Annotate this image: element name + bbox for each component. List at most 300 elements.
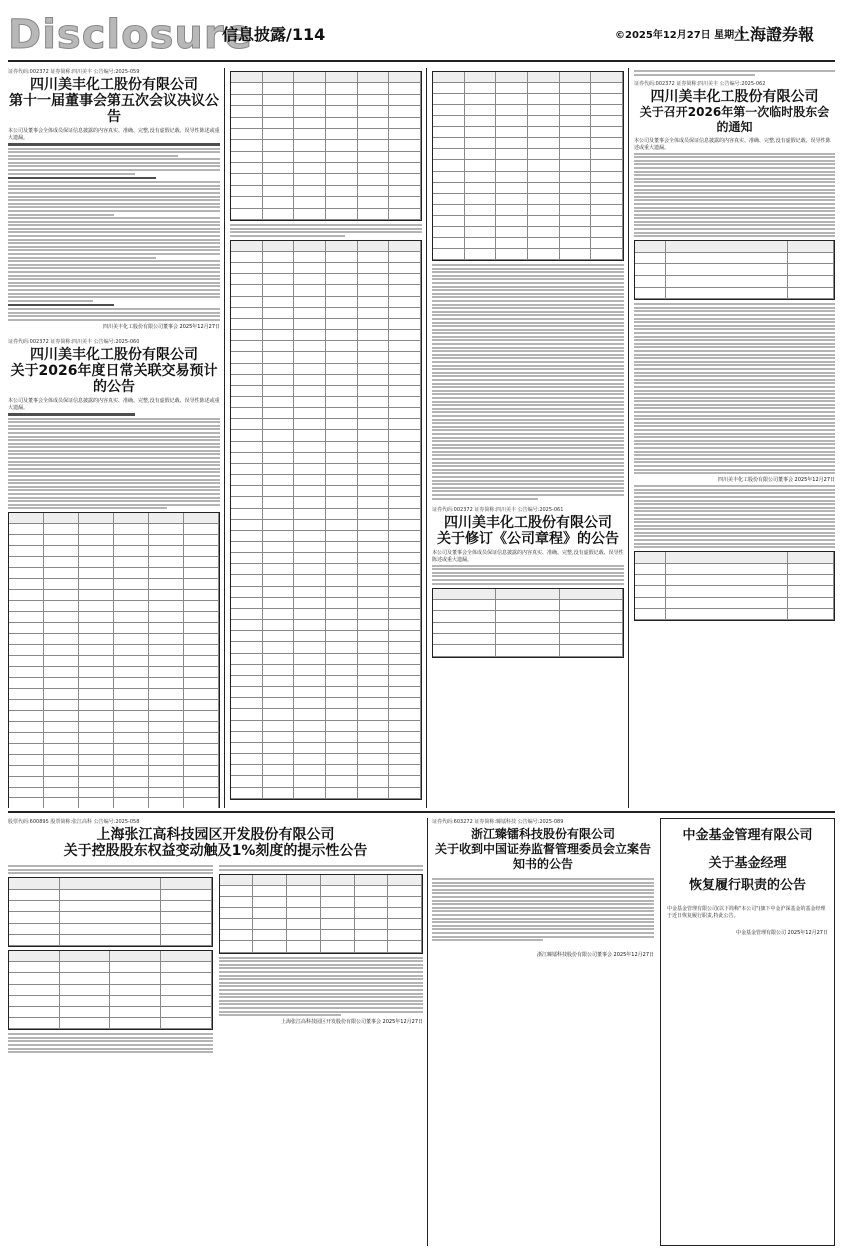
table-cell [294,241,326,252]
table-cell [231,654,263,665]
table-cell [294,174,326,185]
announcement-meta: 证券代码:002372 证券简称:四川美丰 公告编号:2025-060 [8,339,140,346]
table-cell [326,531,358,542]
table-cell [358,721,390,732]
table-cell [9,513,44,524]
table-cell [635,253,666,265]
table-cell [465,183,497,194]
table-cell [496,623,559,634]
table-cell [231,642,263,653]
table-cell [263,274,295,285]
table-cell [231,419,263,430]
table-cell [358,665,390,676]
table-cell [389,241,421,252]
table-cell [666,288,788,300]
table-cell [389,665,421,676]
table-cell [635,609,666,620]
table-cell [114,777,149,788]
table-cell [263,95,295,106]
table-cell [528,249,560,260]
table-cell [433,172,465,183]
table-cell [149,722,184,733]
table-cell [9,568,44,579]
table-cell [110,1007,161,1018]
table-cell [9,634,44,645]
table-cell [326,241,358,252]
table-cell [326,654,358,665]
table-cell [496,94,528,105]
table-cell [294,721,326,732]
table-cell [9,878,60,889]
table-cell [9,678,44,689]
table-cell [44,513,79,524]
table-cell [560,72,592,83]
table-cell [161,1018,212,1029]
table-cell [389,118,421,129]
table-cell [231,341,263,352]
table-cell [114,733,149,744]
table-cell [358,575,390,586]
table-cell [231,408,263,419]
table-cell [161,901,212,912]
table-cell [496,238,528,249]
table-cell [263,442,295,453]
table-cell [358,308,390,319]
table-cell [294,252,326,263]
table-cell [149,623,184,634]
announcement-meta: 证券代码:002372 证券简称:四川美丰 公告编号:2025-061 [432,506,564,513]
announcement-title-line2: 恢复履行职责的公告 [688,878,806,893]
table-cell [326,631,358,642]
signature: 四川美丰化工股份有限公司董事会 2025年12月27日 [102,324,220,331]
announcement-title: 关于修订《公司章程》的公告 [437,530,619,547]
table-cell [149,733,184,744]
table-cell [9,557,44,568]
table-cell [149,689,184,700]
table-cell [9,601,44,612]
table-cell [389,285,421,296]
table-cell [44,788,79,799]
table-cell [149,667,184,678]
table-cell [220,886,254,897]
table-cell [358,419,390,430]
table-cell [358,698,390,709]
table-cell [388,886,422,897]
table-cell [9,951,60,962]
table-cell [263,83,295,94]
table-cell [294,186,326,197]
table-cell [44,601,79,612]
table-cell [60,878,161,889]
table-cell [788,586,834,597]
table-cell [263,375,295,386]
table-cell [528,238,560,249]
table-cell [253,941,287,952]
table-cell [79,535,114,546]
table-cell [231,788,263,799]
table-cell [149,755,184,766]
table-cell [326,665,358,676]
table-cell [560,227,592,238]
table-cell [294,698,326,709]
table-cell [231,252,263,263]
table-cell [465,127,497,138]
table-cell [231,486,263,497]
table-cell [465,249,497,260]
table-cell [184,744,219,755]
table-cell [496,611,559,622]
table-cell [294,129,326,140]
amendment-table [432,588,624,658]
proxy-table [634,551,835,621]
table-cell [44,590,79,601]
table-cell [231,464,263,475]
table-cell [60,935,161,946]
table-cell [591,238,623,249]
table-cell [326,598,358,609]
table-cell [326,72,358,83]
table-cell [389,475,421,486]
table-cell [231,197,263,208]
table-cell [358,174,390,185]
table-cell [666,586,788,597]
proposal-table [634,240,835,300]
table-cell [560,183,592,194]
table-cell [231,364,263,375]
table-cell [231,620,263,631]
table-cell [528,227,560,238]
table-cell [79,645,114,656]
table-cell [358,297,390,308]
table-cell [231,765,263,776]
table-cell [294,375,326,386]
table-cell [358,352,390,363]
table-cell [294,732,326,743]
table-cell [358,83,390,94]
table-cell [149,700,184,711]
table-cell [79,788,114,799]
table-cell [591,160,623,171]
table-cell [263,620,295,631]
table-cell [358,486,390,497]
table-cell [321,897,355,908]
announcement-title: 关于基金经理 [708,856,787,871]
table-cell [294,531,326,542]
table-cell [326,106,358,117]
body-text [8,143,220,321]
table-cell [114,557,149,568]
table-cell [79,711,114,722]
table-cell [496,127,528,138]
column-divider [224,68,225,808]
table-cell [326,341,358,352]
table-cell [79,612,114,623]
table-cell [358,509,390,520]
table-cell [433,600,496,611]
table-cell [114,568,149,579]
table-cell [110,951,161,962]
table-cell [161,924,212,935]
table-cell [326,776,358,787]
table-cell [263,486,295,497]
table-cell [263,754,295,765]
signature: 中金基金管理有限公司 2025年12月27日 [735,930,828,936]
table-cell [326,252,358,263]
table-cell [263,709,295,720]
table-cell [389,341,421,352]
table-cell [263,609,295,620]
body-text [219,865,424,871]
table-cell [149,612,184,623]
table-cell [326,274,358,285]
table-cell [149,766,184,777]
table-cell [79,766,114,777]
table-cell [388,941,422,952]
table-cell [44,678,79,689]
body-text [634,485,835,548]
table-cell [44,798,79,808]
body-text [634,153,835,238]
table-cell [184,689,219,700]
table-cell [231,631,263,642]
table-cell [355,919,389,930]
table-cell [184,678,219,689]
table-cell [9,935,60,946]
table-cell [358,285,390,296]
table-cell [44,579,79,590]
table-cell [496,105,528,116]
table-cell [358,687,390,698]
table-cell [114,535,149,546]
table-cell [184,535,219,546]
table-cell [184,557,219,568]
table-cell [231,698,263,709]
table-cell [321,919,355,930]
announcement-zhenlei [432,818,654,1246]
table-cell [528,205,560,216]
table-cell [79,601,114,612]
table-cell [220,908,254,919]
table-cell [358,520,390,531]
table-cell [433,623,496,634]
table-cell [114,579,149,590]
table-cell [231,542,263,553]
table-cell [389,419,421,430]
body-text [432,264,624,500]
table-cell [9,722,44,733]
table-cell [389,364,421,375]
table-cell [60,996,111,1007]
table-cell [389,297,421,308]
table-cell [666,609,788,620]
table-cell [591,116,623,127]
table-cell [496,172,528,183]
table-cell [231,687,263,698]
table-cell [149,744,184,755]
table-cell [184,568,219,579]
table-cell [263,364,295,375]
table-cell [79,546,114,557]
table-cell [358,642,390,653]
table-cell [231,553,263,564]
table-cell [788,241,834,253]
table-cell [79,722,114,733]
table-cell [326,352,358,363]
table-cell [358,319,390,330]
table-cell [496,138,528,149]
announcement-meta: 证券代码:603272 证券简称:臻镭科技 公告编号:2025-089 [432,819,564,825]
table-cell [294,430,326,441]
table-cell [389,319,421,330]
table-cell [263,419,295,430]
table-cell [231,665,263,676]
table-cell [79,513,114,524]
table-cell [496,160,528,171]
table-cell [184,788,219,799]
table-cell [263,263,295,274]
table-cell [294,72,326,83]
table-cell [263,453,295,464]
table-cell [358,341,390,352]
body-text [432,565,624,585]
table-cell [149,513,184,524]
table-cell [321,908,355,919]
table-cell [263,687,295,698]
table-cell [220,941,254,952]
table-cell [389,654,421,665]
table-cell [79,700,114,711]
table-cell [9,766,44,777]
table-cell [433,611,496,622]
table-cell [263,564,295,575]
table-cell [358,464,390,475]
table-cell [149,656,184,667]
table-cell [263,163,295,174]
table-cell [114,656,149,667]
table-cell [496,227,528,238]
table-cell [110,996,161,1007]
table-cell [666,564,788,575]
announcement-title: 关于2026年度日常关联交易预计的公告 [10,363,218,396]
table-cell [528,94,560,105]
table-cell [560,634,623,645]
table-cell [358,209,390,220]
table-cell [389,509,421,520]
table-cell [465,160,497,171]
table-cell [60,1018,111,1029]
table-cell [263,408,295,419]
table-cell [355,930,389,941]
table-cell [231,430,263,441]
table-cell [788,598,834,609]
table-cell [9,524,44,535]
table-cell [294,408,326,419]
table-cell [114,744,149,755]
table-cell [389,520,421,531]
table-cell [358,743,390,754]
table-cell [294,687,326,698]
table-cell [149,711,184,722]
table-cell [389,140,421,151]
table-cell [149,634,184,645]
table-cell [9,962,60,973]
table-cell [294,397,326,408]
table-cell [389,263,421,274]
table-cell [326,709,358,720]
table-cell [114,546,149,557]
table-cell [788,564,834,575]
table-cell [231,274,263,285]
brand-wordmark: Disclosure [8,12,253,58]
table-cell [355,941,389,952]
announcement-articles [432,68,624,808]
table-cell [263,106,295,117]
table-cell [389,95,421,106]
table-cell [263,654,295,665]
table-cell [9,901,60,912]
table-cell [110,985,161,996]
table-cell [294,598,326,609]
table-cell [358,430,390,441]
table-cell [433,72,465,83]
table-cell [389,442,421,453]
table-cell [44,689,79,700]
table-cell [294,352,326,363]
table-cell [358,654,390,665]
table-cell [44,700,79,711]
table-cell [220,919,254,930]
table-cell [161,985,212,996]
table-cell [433,216,465,227]
table-cell [231,676,263,687]
table-cell [263,642,295,653]
table-cell [231,564,263,575]
table-cell [326,297,358,308]
table-cell [79,667,114,678]
table-cell [326,497,358,508]
table-cell [149,678,184,689]
table-cell [294,587,326,598]
table-cell [496,183,528,194]
table-cell [321,886,355,897]
announcement-board-resolution [8,68,220,808]
table-cell [355,908,389,919]
table-cell [666,264,788,276]
table-cell [294,765,326,776]
table-cell [60,912,161,923]
table-cell [110,973,161,984]
table-cell [433,589,496,600]
table-cell [263,631,295,642]
table-cell [184,733,219,744]
table-cell [326,95,358,106]
table-cell [388,908,422,919]
table-cell [263,765,295,776]
table-cell [79,623,114,634]
table-cell [294,453,326,464]
table-cell [60,890,161,901]
table-cell [666,276,788,288]
announcement-lead: 本公司及董事会全体成员保证信息披露的内容真实、准确、完整,没有虚假记载、误导性陈述或重大遗漏。 [8,128,220,141]
table-cell [231,83,263,94]
table-cell [114,711,149,722]
table-cell [326,386,358,397]
table-cell [294,509,326,520]
table-cell [788,609,834,620]
table-cell [635,575,666,586]
table-cell [60,985,111,996]
table-cell [263,341,295,352]
